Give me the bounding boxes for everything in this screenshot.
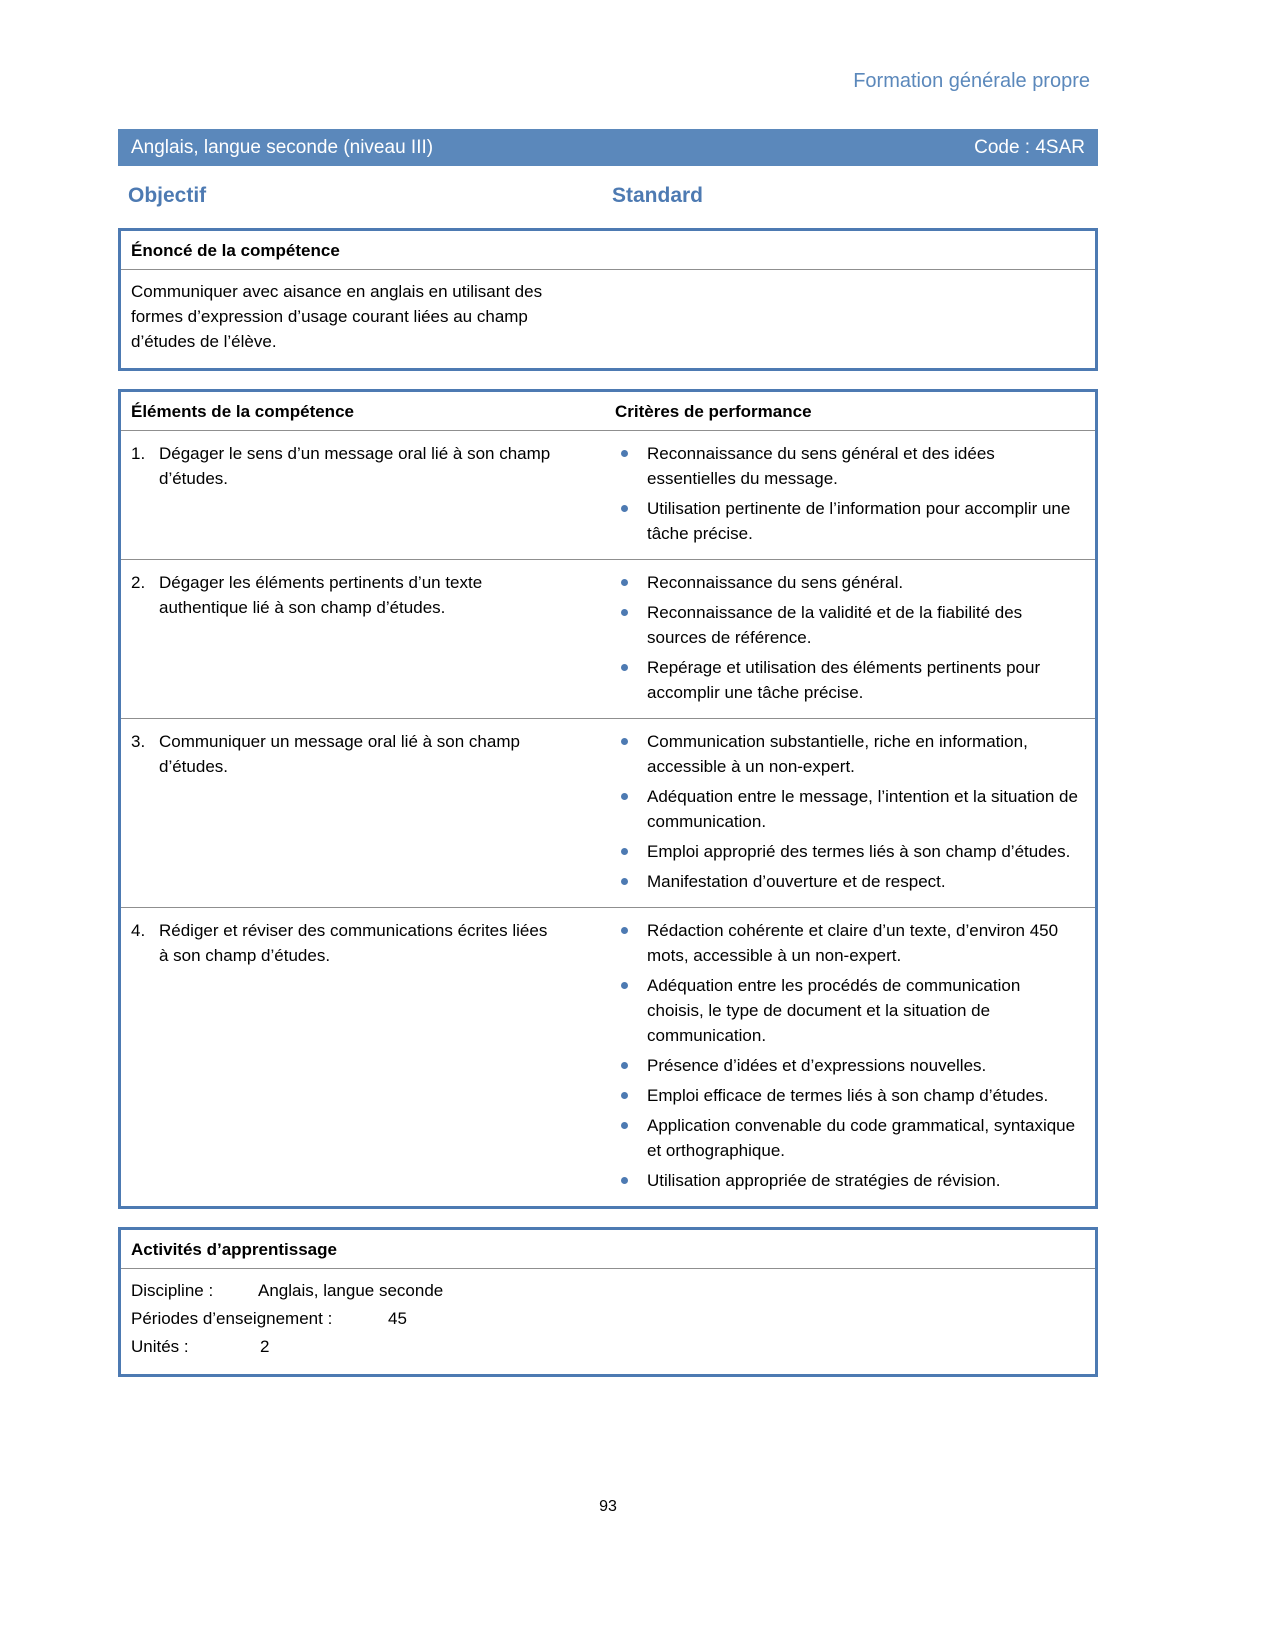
criteria-item <box>615 973 1083 1048</box>
criteria-cell <box>615 908 1095 1206</box>
criteria-text: Reconnaissance de la validité et de la fiabilité des sources de référence. <box>647 603 1023 647</box>
table-header-row <box>121 392 1095 431</box>
criteria-cell <box>615 719 1095 907</box>
criteria-item <box>615 1083 1083 1108</box>
criteria-text: Présence d’idées et d’expressions nouvelles. <box>647 1056 987 1075</box>
criteria-text: Rédaction cohérente et claire d’un texte, d’environ 450 mots, accessible à un non-expert. <box>647 921 1059 965</box>
course-title: Anglais, langue seconde (niveau III) <box>131 136 434 158</box>
criteria-text: Communication substantielle, riche en information, accessible à un non-expert. <box>647 732 1028 776</box>
criteria-cell <box>615 560 1095 718</box>
bullet-icon <box>621 793 628 800</box>
page-number: 93 <box>599 1498 617 1515</box>
bullet-icon <box>621 738 628 745</box>
criteria-item <box>615 839 1083 864</box>
criteria-text: Adéquation entre le message, l’intention et la situation de communication. <box>647 787 1078 831</box>
element-number: 3. <box>131 732 146 751</box>
element-cell <box>121 560 615 718</box>
objectif-heading: Objectif <box>128 184 207 207</box>
element-number: 4. <box>131 921 146 940</box>
course-code: Code : 4SAR <box>974 136 1085 158</box>
unites-line <box>131 1333 1085 1361</box>
bullet-icon <box>621 1122 628 1129</box>
criteria-text: Emploi efficace de termes liés à son champ d’études. <box>647 1086 1049 1105</box>
criteria-text: Reconnaissance du sens général et des idées essentielles du message. <box>647 444 995 488</box>
criteria-item <box>615 655 1083 705</box>
criteria-item <box>615 600 1083 650</box>
table-row <box>121 719 1095 908</box>
elements-column-header: Éléments de la compétence <box>131 402 354 421</box>
element-number: 2. <box>131 573 146 592</box>
bullet-icon <box>621 1177 628 1184</box>
table-row <box>121 908 1095 1206</box>
criteria-item <box>615 570 1083 595</box>
unites-value: 2 <box>260 1337 270 1356</box>
criteria-cell <box>615 431 1095 559</box>
element-text: Rédiger et réviser des communications écrites liées à son champ d’études. <box>159 921 548 965</box>
criteria-text: Emploi approprié des termes liés à son champ d’études. <box>647 842 1071 861</box>
discipline-line <box>131 1277 1085 1305</box>
element-number: 1. <box>131 444 146 463</box>
criteria-item <box>615 1113 1083 1163</box>
bullet-icon <box>621 848 628 855</box>
periodes-line <box>131 1305 1085 1333</box>
element-item <box>131 918 601 968</box>
criteria-text: Adéquation entre les procédés de communication choisis, le type de document et la situation de communication. <box>647 976 1021 1045</box>
activites-box <box>118 1227 1098 1377</box>
criteria-item <box>615 918 1083 968</box>
discipline-label: Discipline : <box>131 1281 214 1300</box>
criteria-item <box>615 441 1083 491</box>
bullet-icon <box>621 609 628 616</box>
element-cell <box>121 908 615 1206</box>
bullet-icon <box>621 927 628 934</box>
competence-table <box>118 389 1098 1209</box>
bullet-icon <box>621 1092 628 1099</box>
criteria-item <box>615 1053 1083 1078</box>
criteria-item <box>615 729 1083 779</box>
page-content <box>118 0 1098 1377</box>
criteria-text: Manifestation d’ouverture et de respect. <box>647 872 946 891</box>
element-text: Dégager le sens d’un message oral lié à son champ d’études. <box>159 444 551 488</box>
criteria-text: Reconnaissance du sens général. <box>647 573 904 592</box>
bullet-icon <box>621 982 628 989</box>
table-row <box>121 560 1095 719</box>
periodes-label: Périodes d’enseignement : <box>131 1309 333 1328</box>
criteria-text: Application convenable du code grammatical, syntaxique et orthographique. <box>647 1116 1076 1160</box>
criteria-text: Repérage et utilisation des éléments pertinents pour accomplir une tâche précise. <box>647 658 1041 702</box>
criteria-item <box>615 496 1083 546</box>
element-item <box>131 570 601 620</box>
unites-label: Unités : <box>131 1337 189 1356</box>
bullet-icon <box>621 1062 628 1069</box>
enonce-body: Communiquer avec aisance en anglais en utilisant des formes d’expression d’usage courant liées au champ d’études de l’élève. <box>131 282 543 351</box>
criteria-text: Utilisation pertinente de l’information pour accomplir une tâche précise. <box>647 499 1071 543</box>
criteres-column-header: Critères de performance <box>615 402 812 421</box>
element-cell <box>121 431 615 559</box>
enonce-box <box>118 228 1098 371</box>
element-text: Communiquer un message oral lié à son champ d’études. <box>159 732 520 776</box>
criteria-item <box>615 1168 1083 1193</box>
criteria-item <box>615 869 1083 894</box>
periodes-value: 45 <box>388 1309 407 1328</box>
column-headings <box>118 184 1098 208</box>
bullet-icon <box>621 450 628 457</box>
bullet-icon <box>621 878 628 885</box>
element-item <box>131 441 601 491</box>
running-header: Formation générale propre <box>853 70 1090 92</box>
element-cell <box>121 719 615 907</box>
standard-heading: Standard <box>612 184 704 207</box>
activites-body <box>121 1269 1095 1374</box>
activites-title: Activités d’apprentissage <box>121 1230 1095 1269</box>
criteria-text: Utilisation appropriée de stratégies de révision. <box>647 1171 1001 1190</box>
course-title-bar <box>118 129 1098 166</box>
discipline-value: Anglais, langue seconde <box>258 1281 444 1300</box>
bullet-icon <box>621 579 628 586</box>
table-row <box>121 431 1095 560</box>
bullet-icon <box>621 505 628 512</box>
element-item <box>131 729 601 779</box>
element-text: Dégager les éléments pertinents d’un texte authentique lié à son champ d’études. <box>159 573 483 617</box>
bullet-icon <box>621 664 628 671</box>
criteria-item <box>615 784 1083 834</box>
enonce-title: Énoncé de la compétence <box>121 231 1095 270</box>
